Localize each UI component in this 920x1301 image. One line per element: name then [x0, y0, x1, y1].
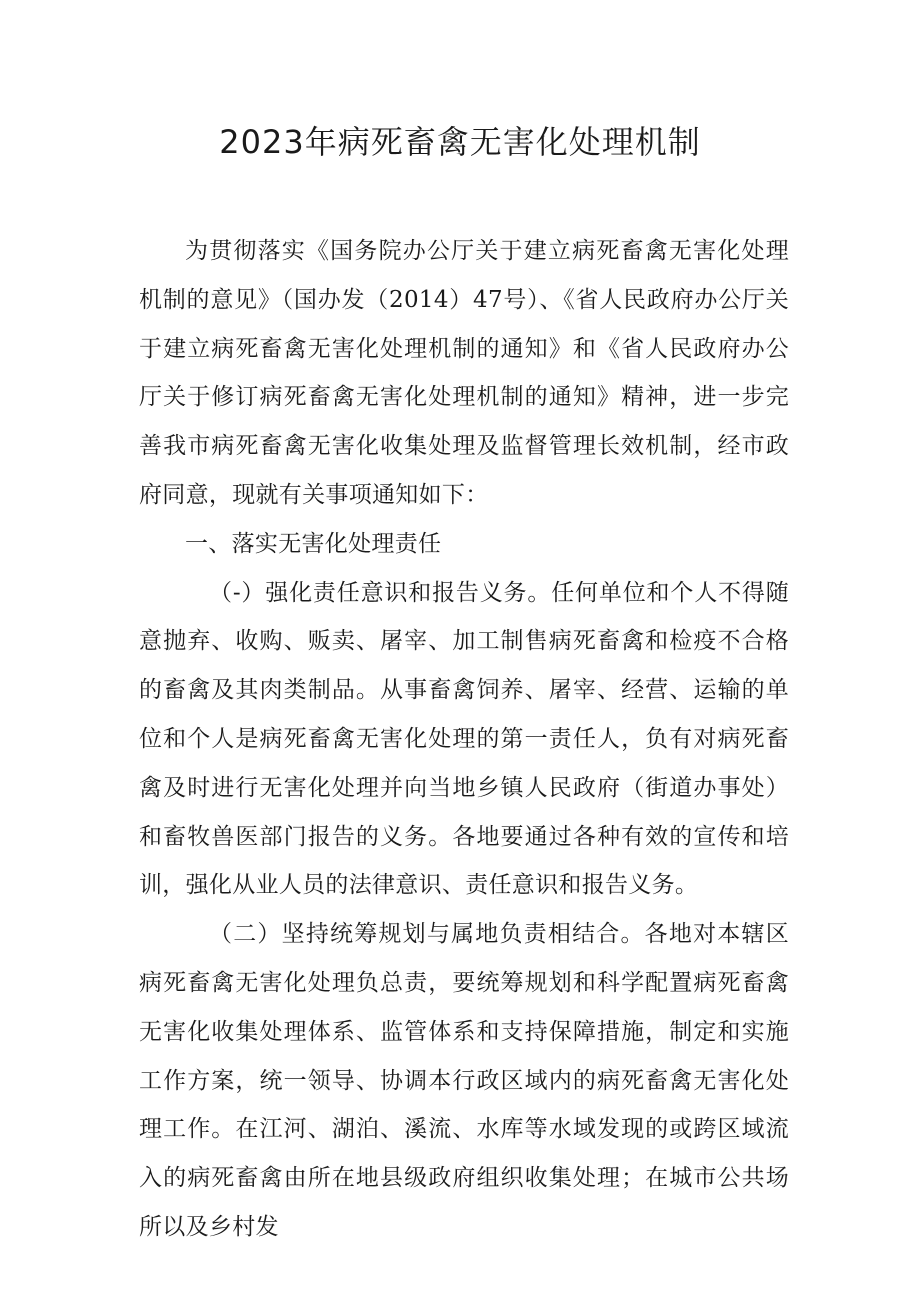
subsection-paragraph-1: （-）强化责任意识和报告义务。任何单位和个人不得随意抛弃、收购、贩卖、屠宰、加工制售病死畜禽和检疫不合格的畜禽及其肉类制品。从事畜禽饲养、屠宰、经营、运输的单位和个人是病死畜禽无害化处理的第一责任人，负有对病死畜禽及时进行无害化处理并向当地乡镇人民政府（街道办事处）和畜牧兽医部门报告的义务。各地要通过各种有效的宣传和培训，强化从业人员的法律意识、责任意识和报告义务。	[139, 579, 789, 899]
document-body	[139, 227, 789, 1252]
document-title: 2023年病死畜禽无害化处理机制	[219, 123, 701, 161]
section-heading-1: 一、落实无害化处理责任	[185, 530, 442, 557]
intro-paragraph: 为贯彻落实《国务院办公厅关于建立病死畜禽无害化处理机制的意见》（国办发（2014）47号）、《省人民政府办公厅关于建立病死畜禽无害化处理机制的通知》和《省人民政府办公厅关于修订病死畜禽无害化处理机制的通知》精神，进一步完善我市病死畜禽无害化收集处理及监督管理长效机制，经市政府同意，现就有关事项通知如下：	[139, 238, 789, 508]
subsection-paragraph-2: （二）坚持统筹规划与属地负责相结合。各地对本辖区病死畜禽无害化处理负总责，要统筹规划和科学配置病死畜禽无害化收集处理体系、监管体系和支持保障措施，制定和实施工作方案，统一领导、协调本行政区域内的病死畜禽无害化处理工作。在江河、湖泊、溪流、水库等水域发现的或跨区域流入的病死畜禽由所在地县级政府组织收集处理；在城市公共场所以及乡村发	[139, 921, 789, 1240]
